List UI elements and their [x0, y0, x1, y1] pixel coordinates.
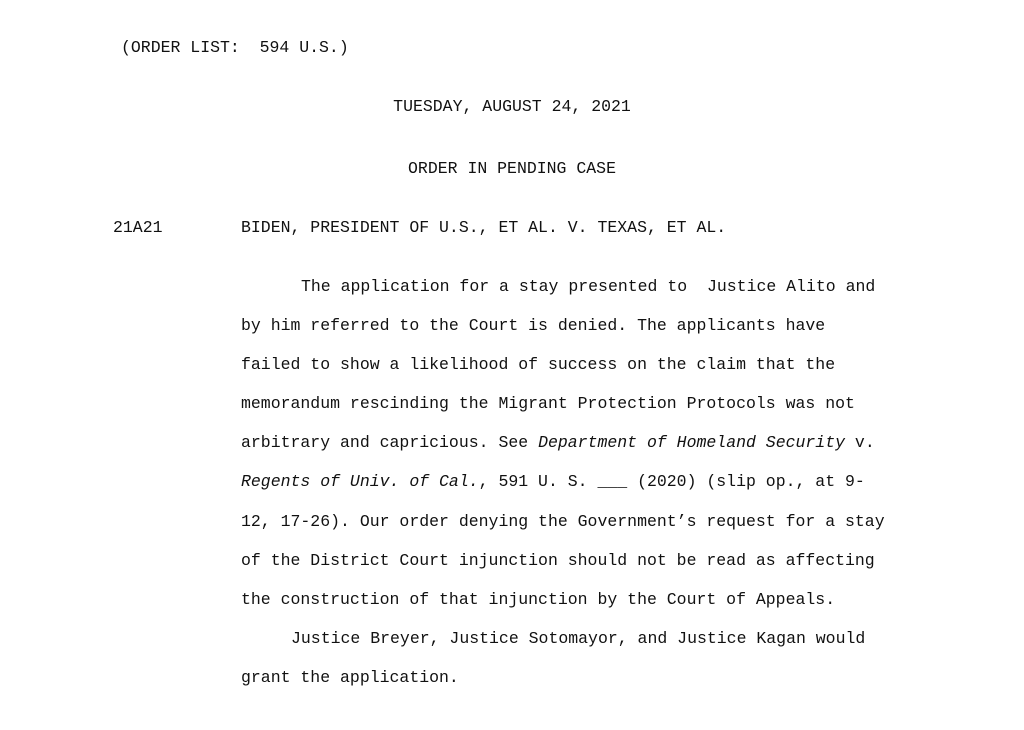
order-text-line: grant the application.	[241, 668, 459, 687]
order-text-line: Justice Breyer, Justice Sotomayor, and Justice Kagan would	[291, 629, 866, 648]
case-citation-italic: Regents of Univ. of Cal.	[241, 472, 479, 491]
order-text-segment: arbitrary and capricious. See	[241, 433, 539, 452]
section-heading: ORDER IN PENDING CASE	[408, 159, 616, 178]
order-text-line: by him referred to the Court is denied. The applicants have	[241, 316, 826, 335]
order-text-line: of the District Court injunction should not be read as affecting	[241, 551, 875, 570]
order-text-segment: v.	[845, 433, 875, 452]
order-text-line: memorandum rescinding the Migrant Protection Protocols was not	[241, 394, 855, 413]
docket-number: 21A21	[113, 218, 163, 237]
order-text-line: 12, 17-26). Our order denying the Government’s request for a stay	[241, 512, 885, 531]
case-caption: BIDEN, PRESIDENT OF U.S., ET AL. V. TEXAS, ET AL.	[241, 218, 727, 237]
order-list-header: (ORDER LIST: 594 U.S.)	[121, 38, 349, 57]
order-text-line	[241, 472, 865, 492]
order-date: TUESDAY, AUGUST 24, 2021	[393, 97, 631, 116]
order-text-segment: , 591 U. S. ___ (2020) (slip op., at 9-	[478, 472, 865, 491]
order-text-line: the construction of that injunction by the Court of Appeals.	[241, 590, 836, 609]
order-text-line	[241, 433, 875, 453]
case-citation-italic: Department of Homeland Security	[538, 433, 846, 452]
order-text-line: failed to show a likelihood of success on the claim that the	[241, 355, 836, 374]
order-text-line: The application for a stay presented to Justice Alito and	[301, 277, 876, 296]
